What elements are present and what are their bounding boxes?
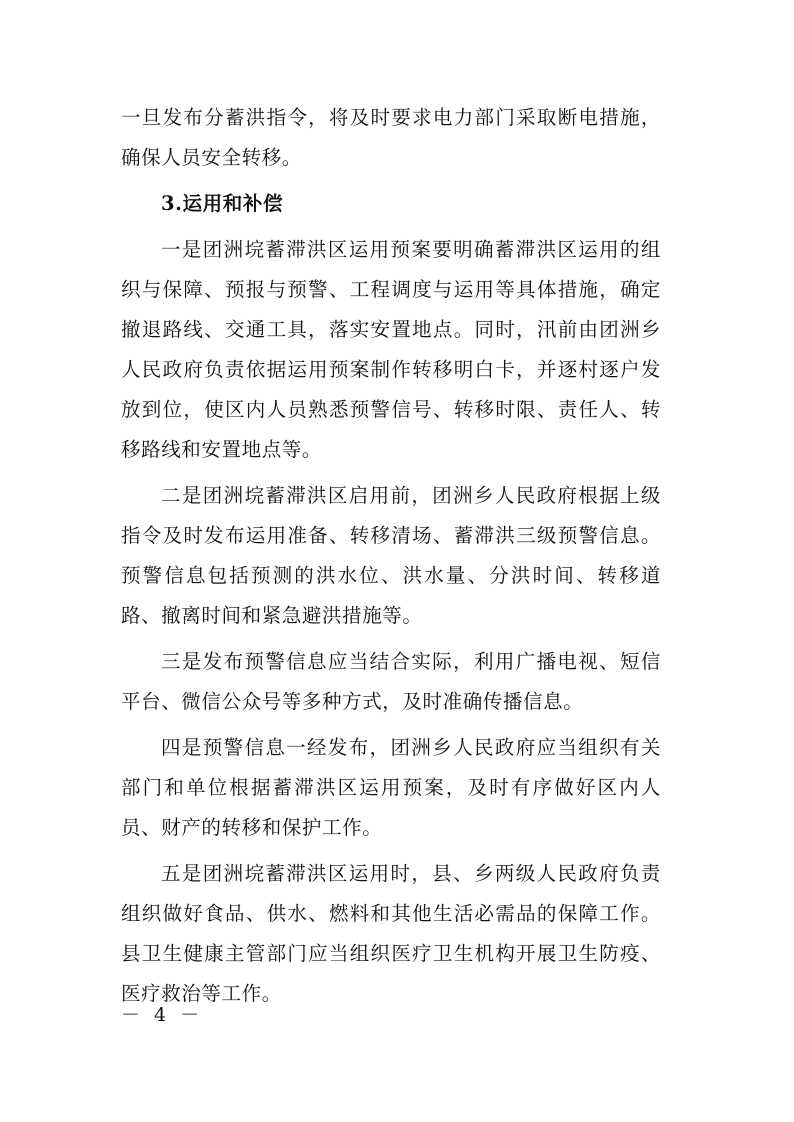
paragraph-continuation: 一旦发布分蓄洪指令，将及时要求电力部门采取断电措施，确保人员安全转移。 <box>121 106 661 169</box>
paragraph-item-5: 五是团洲垸蓄滞洪区运用时，县、乡两级人民政府负责组织做好食品、供水、燃料和其他生活必需品的保障工作。县卫生健康主管部门应当组织医疗卫生机构开展卫生防疫、医疗救治等工作。 <box>121 862 661 1005</box>
paragraph-item-4: 四是预警信息一经发布，团洲乡人民政府应当组织有关部门和单位根据蓄滞洪区运用预案，及时有序做好区内人员、财产的转移和保护工作。 <box>121 736 661 839</box>
document-body <box>121 98 661 1014</box>
section-heading: 3.运用和补偿 <box>161 192 284 215</box>
page-number: － 4 － <box>121 1004 204 1026</box>
paragraph-item-1: 一是团洲垸蓄滞洪区运用预案要明确蓄滞洪区运用的组织与保障、预报与预警、工程调度与运用等具体措施，确定撤退路线、交通工具，落实安置地点。同时，汛前由团洲乡人民政府负责依据运用预案制作转移明白卡，并逐村逐户发放到位，使区内人员熟悉预警信号、转移时限、责任人、转移路线和安置地点等。 <box>121 238 661 461</box>
paragraph-item-2: 二是团洲垸蓄滞洪区启用前，团洲乡人民政府根据上级指令及时发布运用准备、转移清场、蓄滞洪三级预警信息。预警信息包括预测的洪水位、洪水量、分洪时间、转移道路、撤离时间和紧急避洪措施等。 <box>121 484 661 627</box>
paragraph-item-3: 三是发布预警信息应当结合实际，利用广播电视、短信平台、微信公众号等多种方式，及时准确传播信息。 <box>121 650 661 713</box>
